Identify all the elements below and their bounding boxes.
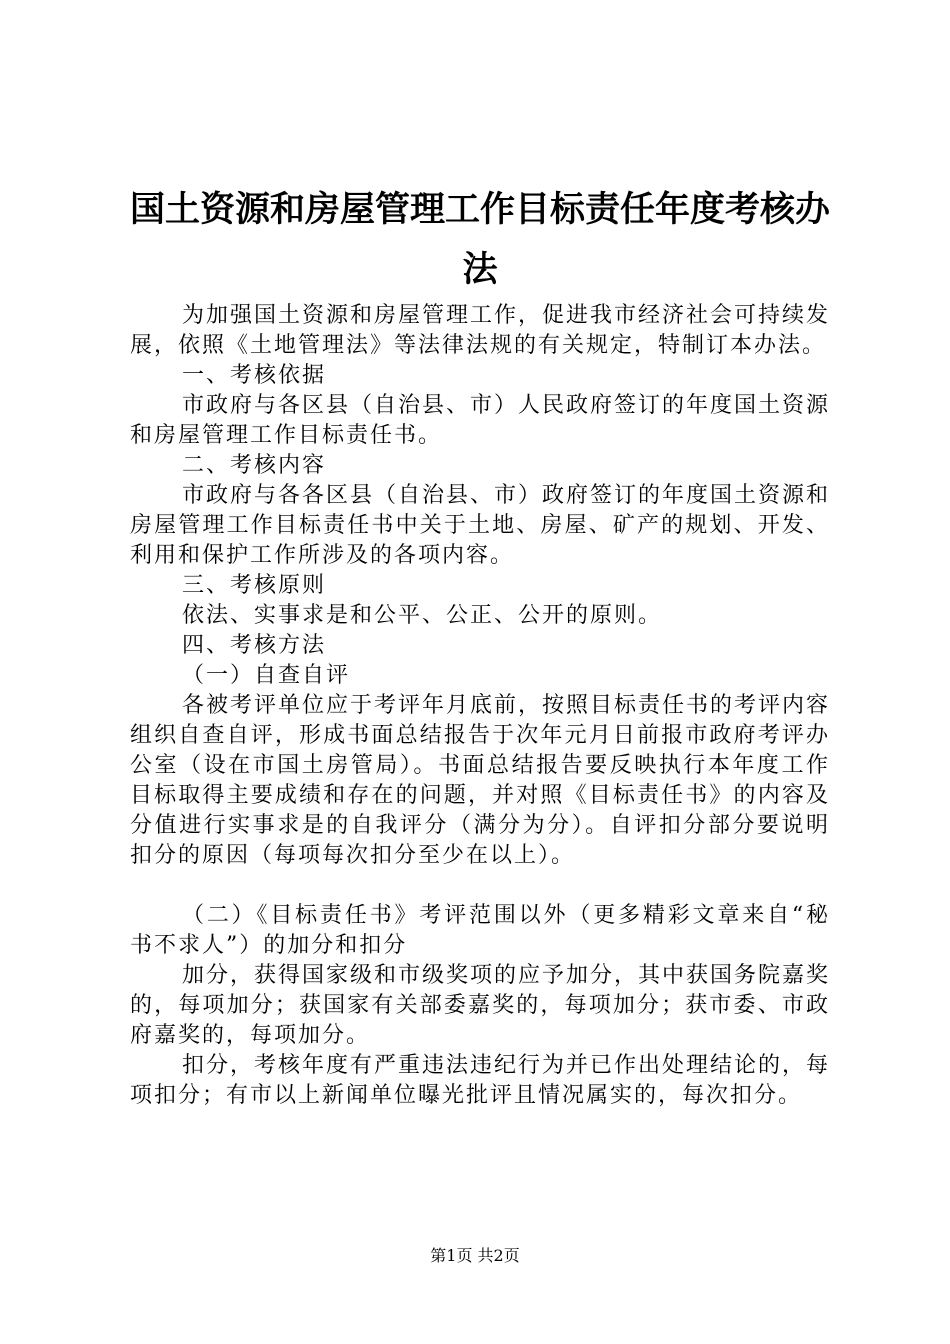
section-heading-basis: 一、考核依据 bbox=[182, 363, 327, 388]
deduction-paragraph: 扣分，考核年度有严重违法违纪行为并已作出处理结论的，每项扣分；有市以上新闻单位曝光批评且情况属实的，每次扣分。 bbox=[130, 1053, 831, 1108]
document-page bbox=[130, 180, 830, 1111]
self-check-paragraph: 各被考评单位应于考评年月底前，按照目标责任书的考评内容组织自查自评，形成书面总结报告于次年元月日前报市政府考评办公室（设在市国土房管局）。书面总结报告要反映执行本年度工作目标取得主要成绩和存在的问题，并对照《目标责任书》的内容及分值进行实事求是的自我评分（满分为分）。自评扣分部分要说明扣分的原因（每项每次扣分至少在以上）。 bbox=[130, 693, 831, 868]
subsection-heading-self-check: （一）自查自评 bbox=[182, 663, 351, 688]
principle-paragraph: 依法、实事求是和公平、公正、公开的原则。 bbox=[182, 603, 663, 628]
basis-paragraph: 市政府与各区县（自治县、市）人民政府签订的年度国土资源和房屋管理工作目标责任书。 bbox=[130, 393, 831, 448]
subsection-heading-bonus-deduction: （二）《目标责任书》考评范围以外（更多精彩文章来自“秘书不求人”）的加分和扣分 bbox=[130, 903, 830, 958]
intro-paragraph: 为加强国土资源和房屋管理工作，促进我市经济社会可持续发展，依照《土地管理法》等法律法规的有关规定，特制订本办法。 bbox=[130, 303, 831, 358]
section-heading-method: 四、考核方法 bbox=[182, 633, 327, 658]
page-footer: 第1页 共2页 bbox=[430, 1246, 520, 1265]
section-heading-principle: 三、考核原则 bbox=[182, 573, 327, 598]
paragraph-spacer bbox=[130, 871, 830, 901]
document-body bbox=[130, 301, 830, 1111]
bonus-paragraph: 加分，获得国家级和市级奖项的应予加分，其中获国务院嘉奖的，每项加分；获国家有关部委嘉奖的，每项加分；获市委、市政府嘉奖的，每项加分。 bbox=[130, 963, 831, 1048]
content-paragraph: 市政府与各各区县（自治县、市）政府签订的年度国土资源和房屋管理工作目标责任书中关于土地、房屋、矿产的规划、开发、利用和保护工作所涉及的各项内容。 bbox=[130, 483, 831, 568]
document-title: 国土资源和房屋管理工作目标责任年度考核办法 bbox=[130, 190, 831, 290]
section-heading-content: 二、考核内容 bbox=[182, 453, 327, 478]
